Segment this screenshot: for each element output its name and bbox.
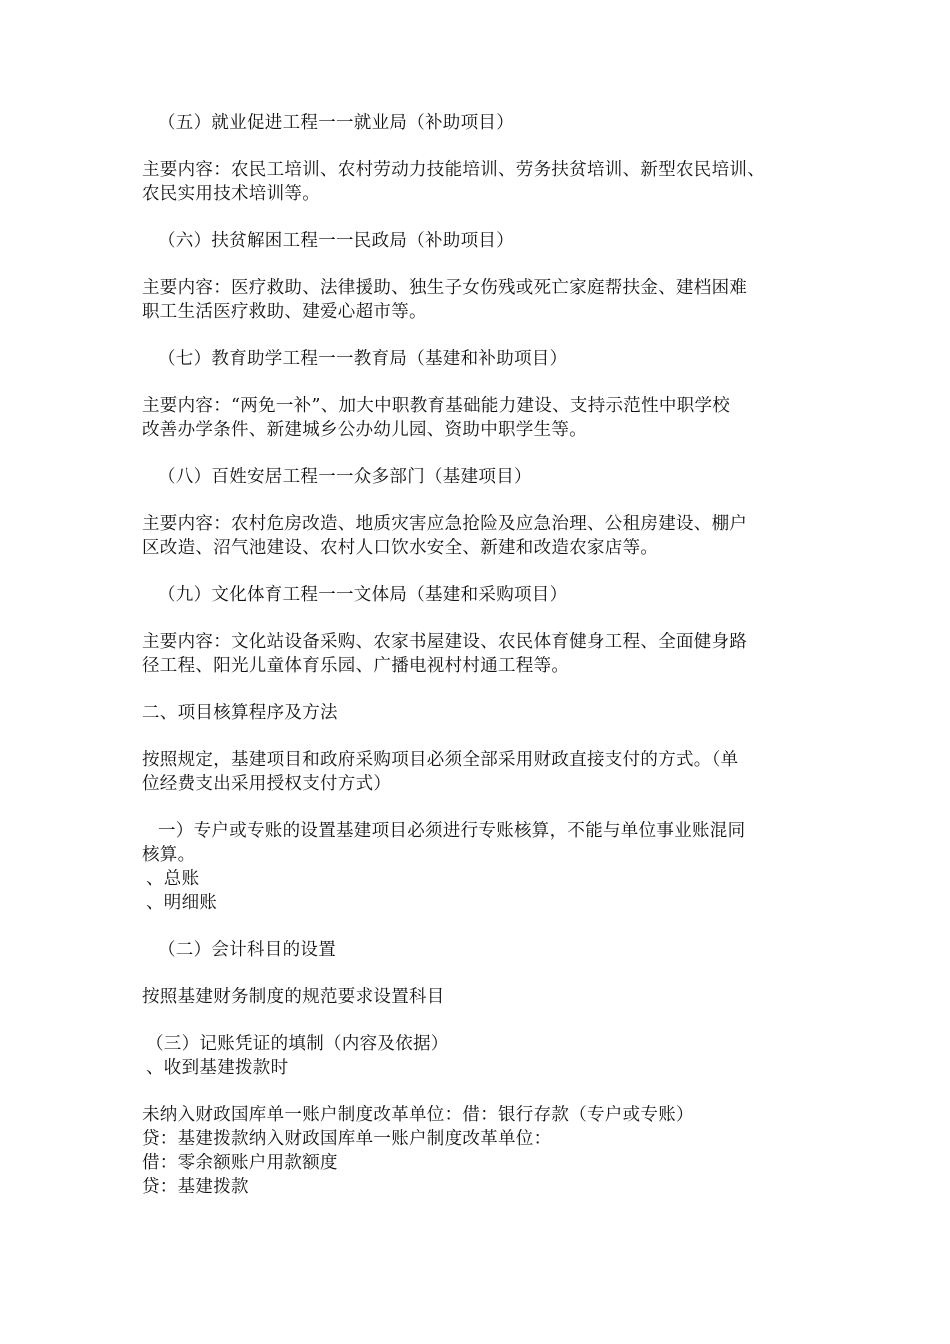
paragraph-line: 主要内容：“两免一补”、加大中职教育基础能力建设、支持示范性中职学校 [142,396,731,416]
chapter-heading: 二、项目核算程序及方法 [142,703,338,723]
paragraph-line: 未纳入财政国库单一账户制度改革单位：借：银行存款（专户或专账） [142,1105,694,1125]
paragraph-line: 核算。 [142,845,196,865]
paragraph-line: 位经费支出采用授权支付方式） [142,774,392,794]
section-heading: （二）会计科目的设置 [158,940,336,960]
section-heading-9: （九）文化体育工程一一文体局（基建和采购项目） [158,585,568,605]
paragraph-line: 借：零余额账户用款额度 [142,1153,338,1173]
section-heading-7: （七）教育助学工程一一教育局（基建和补助项目） [158,349,568,369]
section-heading-8: （八）百姓安居工程一一众多部门（基建项目） [158,467,532,487]
paragraph-line: 主要内容：农民工培训、农村劳动力技能培训、劳务扶贫培训、新型农民培训、 [142,160,765,180]
section-heading-5: （五）就业促进工程一一就业局（补助项目） [158,113,514,133]
paragraph-line: 农民实用技术培训等。 [142,184,320,204]
paragraph-line: 主要内容：农村危房改造、地质灾害应急抢险及应急治理、公租房建设、棚户 [142,514,748,534]
paragraph-line: 按照基建财务制度的规范要求设置科目 [142,987,445,1007]
paragraph-line: 贷：基建拨款 [142,1177,249,1197]
paragraph-line: 一）专户或专账的设置基建项目必须进行专账核算，不能与单位事业账混同 [158,821,746,841]
paragraph-line: 区改造、沼气池建设、农村人口饮水安全、新建和改造农家店等。 [142,538,659,558]
paragraph-line: 主要内容：文化站设备采购、农家书屋建设、农民体育健身工程、全面健身路 [142,632,748,652]
list-item: 、收到基建拨款时 [146,1058,289,1078]
paragraph-line: 职工生活医疗救助、建爱心超市等。 [142,302,427,322]
paragraph-line: 贷：基建拨款纳入财政国库单一账户制度改革单位： [142,1129,552,1149]
paragraph-line: 径工程、阳光儿童体育乐园、广播电视村村通工程等。 [142,656,570,676]
section-heading-6: （六）扶贫解困工程一一民政局（补助项目） [158,231,514,251]
list-item: 、总账 [146,869,200,889]
paragraph-line: 主要内容：医疗救助、法律援助、独生子女伤残或死亡家庭帮扶金、建档困难 [142,278,748,298]
list-item: 、明细账 [146,893,218,913]
paragraph-line: 改善办学条件、新建城乡公办幼儿园、资助中职学生等。 [142,420,587,440]
paragraph-line: 按照规定，基建项目和政府采购项目必须全部采用财政直接支付的方式。（单 [142,750,739,770]
section-heading: （三）记账凭证的填制（内容及依据） [146,1034,449,1054]
